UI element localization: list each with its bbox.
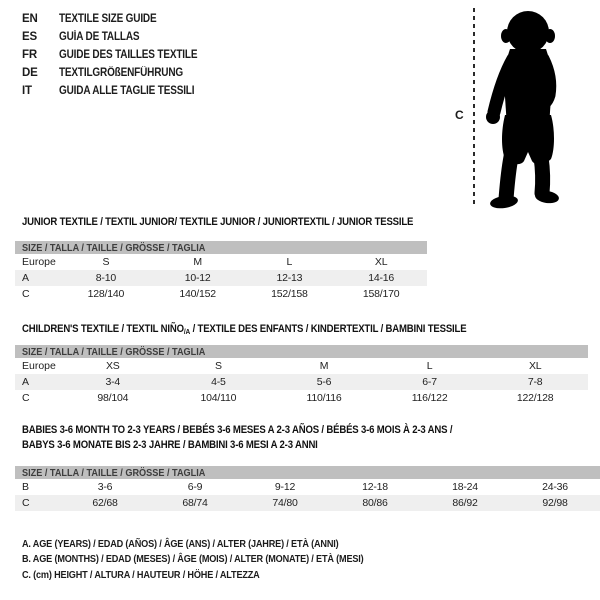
language-code: IT	[22, 85, 32, 97]
language-row-en	[22, 10, 218, 28]
height-dashed-line	[472, 8, 476, 206]
row-label: C	[22, 497, 30, 509]
height-measure-label: C	[455, 108, 464, 122]
table-row: Europe S M L XL	[15, 254, 427, 270]
junior-size-table	[15, 241, 427, 302]
language-row-es	[22, 28, 218, 46]
junior-table-title: JUNIOR TEXTILE / TEXTIL JUNIOR/ TEXTILE JUNIOR / JUNIORTEXTIL / JUNIOR TESSILE	[22, 216, 414, 228]
row-label: A	[22, 272, 30, 284]
table-row: C 128/140 140/152 152/158 158/170	[15, 286, 427, 302]
children-table-title: CHILDREN'S TEXTILE / TEXTIL NIÑO/A / TEXTILE DES ENFANTS / KINDERTEXTIL / BAMBINI TESSILE	[22, 323, 467, 336]
row-label: C	[22, 392, 30, 404]
language-row-de	[22, 64, 218, 82]
language-label: GUIDA ALLE TAGLIE TESSILI	[59, 85, 195, 97]
language-label: TEXTILE SIZE GUIDE	[59, 13, 157, 25]
language-list	[22, 10, 218, 100]
language-label: TEXTILGRÖßENFÜHRUNG	[59, 67, 183, 79]
size-header-bar: SIZE / TALLA / TAILLE / GRÖSSE / TAGLIA	[15, 345, 588, 358]
language-code: FR	[22, 49, 37, 61]
babies-size-table	[15, 466, 600, 511]
language-label: GUÍA DE TALLAS	[59, 31, 140, 43]
language-code: ES	[22, 31, 37, 43]
table-row: A 8-10 10-12 12-13 14-16	[15, 270, 427, 286]
row-label: Europe	[22, 256, 56, 268]
children-size-table	[15, 345, 588, 406]
language-code: EN	[22, 13, 38, 25]
table-row: A 3-4 4-5 5-6 6-7 7-8	[15, 374, 588, 390]
row-label: B	[22, 481, 30, 493]
language-code: DE	[22, 67, 38, 79]
footnote-b: B. AGE (MONTHS) / EDAD (MESES) / ÂGE (MOIS) / ALTER (MONATE) / ETÀ (MESI)	[22, 553, 364, 566]
row-label: C	[22, 288, 30, 300]
language-row-it	[22, 82, 218, 100]
footnote-a: A. AGE (YEARS) / EDAD (AÑOS) / ÂGE (ANS) / ALTER (JAHRE) / ETÀ (ANNI)	[22, 537, 339, 550]
language-row-fr	[22, 46, 218, 64]
footnote-c: C. (cm) HEIGHT / ALTURA / HAUTEUR / HÖHE / ALTEZZA	[22, 568, 260, 581]
size-header-bar: SIZE / TALLA / TAILLE / GRÖSSE / TAGLIA	[15, 466, 600, 479]
footnotes	[22, 536, 415, 583]
language-label: GUIDE DES TAILLES TEXTILE	[59, 49, 198, 61]
size-header-bar: SIZE / TALLA / TAILLE / GRÖSSE / TAGLIA	[15, 241, 427, 254]
babies-table-title: BABIES 3-6 MONTH TO 2-3 YEARS / BEBÉS 3-6 MESES A 2-3 AÑOS / BÉBÉS 3-6 MOIS À 2-3 ANS / BABYS 3-6 MONATE BIS 2-3 JAHRE / BAMBINI 3-6 MESI A 2-3 ANNI	[22, 424, 453, 451]
row-label: Europe	[22, 360, 56, 372]
table-row: C 62/68 68/74 74/80 80/86 86/92 92/98	[15, 495, 600, 511]
table-row: Europe XS S M L XL	[15, 358, 588, 374]
table-row: B 3-6 6-9 9-12 12-18 18-24 24-36	[15, 479, 600, 495]
row-label: A	[22, 376, 30, 388]
table-row: C 98/104 104/110 110/116 116/122 122/128	[15, 390, 588, 406]
toddler-silhouette-icon	[477, 5, 577, 210]
